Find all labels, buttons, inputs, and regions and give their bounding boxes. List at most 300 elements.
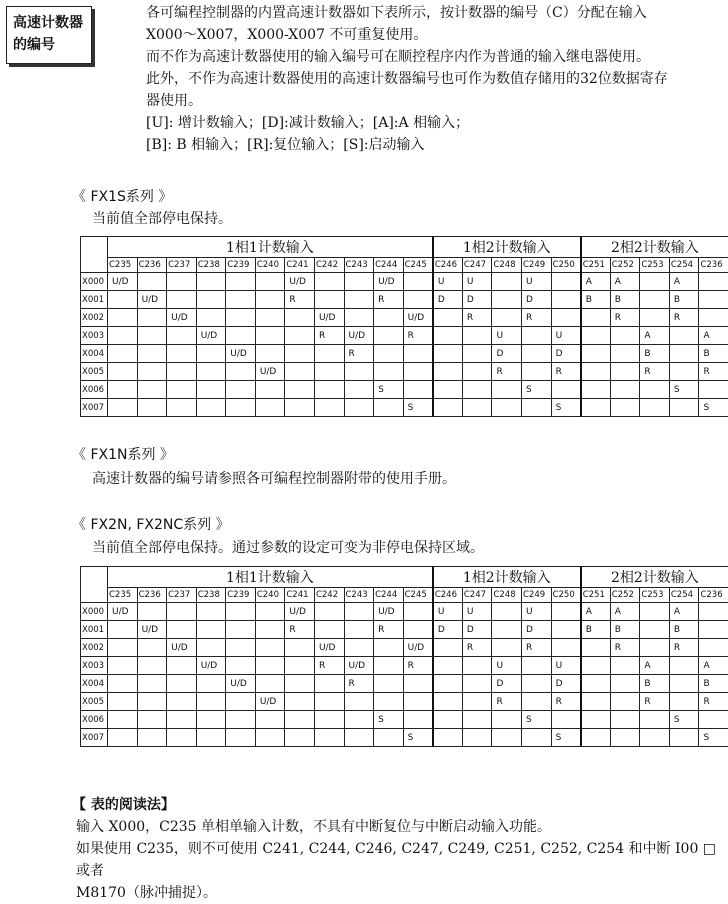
table-row	[81, 603, 728, 621]
table-cell	[492, 603, 522, 621]
table-cell	[314, 729, 344, 747]
table-cell	[314, 363, 344, 381]
intro-paragraph	[146, 2, 726, 156]
table-cell	[314, 273, 344, 291]
table-row	[81, 363, 728, 381]
table-cell	[551, 273, 581, 291]
table-cell	[581, 381, 611, 399]
table-cell	[314, 291, 344, 309]
input-label: X007	[81, 399, 108, 417]
table-cell: S	[403, 399, 433, 417]
table-cell	[285, 711, 315, 729]
table-cell	[255, 345, 285, 363]
group-header: 2相2计数输入	[581, 567, 728, 588]
table-cell: U/D	[285, 273, 315, 291]
table-cell	[610, 675, 640, 693]
table-cell: S	[522, 711, 552, 729]
table-cell	[167, 273, 197, 291]
table-cell	[137, 399, 167, 417]
table-cell: U/D	[374, 273, 404, 291]
intro-line: 器使用。	[146, 90, 726, 112]
table-cell	[314, 345, 344, 363]
table-cell	[462, 345, 492, 363]
table-cell: R	[640, 363, 670, 381]
table-cell	[167, 711, 197, 729]
table-cell	[137, 729, 167, 747]
table-cell: B	[610, 621, 640, 639]
table-cell	[137, 639, 167, 657]
table-cell	[108, 309, 138, 327]
table-cell	[196, 693, 226, 711]
table-cell	[285, 657, 315, 675]
table-cell: A	[610, 273, 640, 291]
table-cell: A	[699, 657, 728, 675]
table-cell	[610, 399, 640, 417]
table-cell: U	[433, 273, 463, 291]
table-cell	[551, 381, 581, 399]
table-cell	[108, 711, 138, 729]
table-cell: D	[551, 345, 581, 363]
counter-header: C247	[462, 588, 492, 603]
table-cell: U/D	[403, 639, 433, 657]
legend-line: [B]: B 相输入；[R]:复位输入；[S]:启动输入	[146, 134, 726, 156]
table-cell: D	[551, 675, 581, 693]
section-label-line2: 的编号	[13, 34, 85, 56]
table-cell	[610, 711, 640, 729]
input-label: X006	[81, 381, 108, 399]
table-cell	[226, 291, 256, 309]
table-cell: R	[551, 363, 581, 381]
table-cell	[462, 729, 492, 747]
intro-line: 而不作为高速计数器使用的输入编号可在顺控程序内作为普通的输入继电器使用。	[146, 46, 726, 68]
table-cell	[433, 345, 463, 363]
table-cell	[344, 309, 374, 327]
table-cell	[403, 711, 433, 729]
table-cell	[403, 621, 433, 639]
counter-header: C250	[551, 258, 581, 273]
table-cell: U	[462, 273, 492, 291]
table-cell	[403, 675, 433, 693]
group-header: 1相2计数输入	[433, 237, 581, 258]
table-cell	[226, 657, 256, 675]
table-cell: R	[462, 639, 492, 657]
table-cell	[285, 345, 315, 363]
table-cell	[522, 345, 552, 363]
table-cell: R	[669, 309, 699, 327]
table-cell: S	[374, 381, 404, 399]
table-cell	[137, 381, 167, 399]
table-cell	[492, 621, 522, 639]
table-cell	[314, 621, 344, 639]
table-cell	[285, 327, 315, 345]
table-cell	[640, 639, 670, 657]
table-cell	[344, 363, 374, 381]
table-cell	[226, 309, 256, 327]
table-cell	[492, 729, 522, 747]
table-cell	[226, 363, 256, 381]
legend-line: [U]: 增计数输入；[D]:减计数输入；[A]:A 相输入；	[146, 112, 726, 134]
table-cell: A	[699, 327, 728, 345]
table-cell	[699, 711, 728, 729]
table-cell	[581, 309, 611, 327]
table-row	[81, 693, 728, 711]
table-cell	[137, 711, 167, 729]
table-cell	[167, 291, 197, 309]
table-cell: R	[374, 291, 404, 309]
table-cell	[137, 693, 167, 711]
table-cell	[669, 363, 699, 381]
table-cell	[344, 603, 374, 621]
intro-line: 此外，不作为高速计数器使用的高速计数器编号也可作为数值存储用的32位数据寄存	[146, 68, 726, 90]
table-cell	[462, 399, 492, 417]
input-label: X007	[81, 729, 108, 747]
table-cell: B	[640, 345, 670, 363]
section-label-line1: 高速计数器	[13, 12, 85, 34]
table-cell	[167, 657, 197, 675]
table-cell: D	[433, 291, 463, 309]
table-cell: U	[492, 327, 522, 345]
table-cell: R	[669, 639, 699, 657]
table-row	[81, 729, 728, 747]
table-cell	[226, 711, 256, 729]
table-cell	[433, 639, 463, 657]
table-cell	[108, 381, 138, 399]
counter-header: C245	[403, 258, 433, 273]
table-cell: U	[462, 603, 492, 621]
table-cell	[137, 363, 167, 381]
table-row	[81, 711, 728, 729]
group-header: 2相2计数输入	[581, 237, 728, 258]
table-cell	[167, 693, 197, 711]
table-cell	[640, 381, 670, 399]
table-cell	[403, 363, 433, 381]
counter-header: C245	[403, 588, 433, 603]
table-cell	[433, 381, 463, 399]
table-cell	[374, 345, 404, 363]
table-cell	[137, 603, 167, 621]
table-cell: U	[492, 657, 522, 675]
table-row	[81, 273, 728, 291]
table-row	[81, 381, 728, 399]
table-cell: D	[462, 291, 492, 309]
table-cell	[196, 603, 226, 621]
table-cell	[462, 711, 492, 729]
table-cell	[226, 327, 256, 345]
table-cell: R	[462, 309, 492, 327]
counter-header: C236	[699, 258, 728, 273]
table-cell	[403, 603, 433, 621]
table-cell: R	[610, 639, 640, 657]
input-label: X005	[81, 363, 108, 381]
table-cell	[374, 363, 404, 381]
fx2n-note: 当前值全部停电保持。通过参数的设定可变为非停电保持区域。	[92, 537, 484, 557]
table-corner	[81, 237, 108, 258]
table-cell	[610, 381, 640, 399]
counter-header: C239	[226, 258, 256, 273]
table-cell	[492, 399, 522, 417]
table-cell	[374, 399, 404, 417]
table-cell	[433, 729, 463, 747]
table-cell: R	[374, 621, 404, 639]
table-cell: S	[669, 711, 699, 729]
table-row	[81, 327, 728, 345]
table-cell: R	[344, 675, 374, 693]
table-cell: U	[433, 603, 463, 621]
table-cell	[137, 675, 167, 693]
table-cell: D	[522, 621, 552, 639]
input-label: X003	[81, 657, 108, 675]
table-cell	[196, 381, 226, 399]
table-cell	[462, 693, 492, 711]
table-cell: B	[581, 291, 611, 309]
table-cell	[551, 603, 581, 621]
table-cell	[167, 675, 197, 693]
table-cell: D	[492, 675, 522, 693]
table-cell: R	[403, 657, 433, 675]
table-cell: D	[522, 291, 552, 309]
counter-header: C236	[699, 588, 728, 603]
table-cell	[196, 621, 226, 639]
input-label: X004	[81, 675, 108, 693]
section-label-box	[6, 6, 92, 64]
table-cell: B	[669, 291, 699, 309]
table-cell	[522, 399, 552, 417]
table-cell	[433, 399, 463, 417]
table-cell	[314, 711, 344, 729]
table-cell	[314, 399, 344, 417]
table-cell: U/D	[196, 327, 226, 345]
table-cell: U/D	[314, 639, 344, 657]
table-cell: U	[522, 273, 552, 291]
table-cell	[344, 381, 374, 399]
table-cell	[699, 603, 728, 621]
table-cell	[344, 693, 374, 711]
table-cell	[581, 363, 611, 381]
table-cell: R	[403, 327, 433, 345]
table-cell	[226, 603, 256, 621]
table-cell	[462, 363, 492, 381]
table-cell	[314, 675, 344, 693]
table-cell: R	[522, 309, 552, 327]
fx2n-series-title: 《 FX2N, FX2NC系列 》	[72, 514, 230, 534]
table-cell: R	[314, 657, 344, 675]
table-cell: B	[581, 621, 611, 639]
table-cell	[196, 291, 226, 309]
table-cell	[344, 273, 374, 291]
counter-header: C246	[433, 258, 463, 273]
table-cell	[137, 345, 167, 363]
table-cell	[403, 381, 433, 399]
counter-header: C242	[314, 258, 344, 273]
table-cell	[226, 273, 256, 291]
table-cell: B	[669, 621, 699, 639]
counter-header: C254	[669, 588, 699, 603]
table-cell: B	[699, 675, 728, 693]
table-cell	[314, 381, 344, 399]
table-cell	[374, 657, 404, 675]
counter-header: C240	[255, 588, 285, 603]
table-cell: U	[551, 327, 581, 345]
table-cell	[255, 603, 285, 621]
table-cell: A	[581, 273, 611, 291]
table-cell: U/D	[167, 639, 197, 657]
table-cell	[255, 657, 285, 675]
table-cell	[255, 675, 285, 693]
counter-header: C253	[640, 588, 670, 603]
counter-header: C241	[285, 588, 315, 603]
table-cell	[640, 309, 670, 327]
counter-header: C244	[374, 588, 404, 603]
table-cell: U/D	[255, 693, 285, 711]
table-cell	[433, 309, 463, 327]
table-cell	[196, 711, 226, 729]
table-row	[81, 399, 728, 417]
table-cell: A	[640, 327, 670, 345]
table-cell	[522, 693, 552, 711]
table-cell	[462, 381, 492, 399]
table-cell	[699, 309, 728, 327]
input-label: X005	[81, 693, 108, 711]
table-cell	[581, 639, 611, 657]
counter-header: C239	[226, 588, 256, 603]
table-cell: A	[610, 603, 640, 621]
table-cell: U/D	[196, 657, 226, 675]
table-cell	[669, 345, 699, 363]
table-cell	[226, 693, 256, 711]
table-cell	[492, 639, 522, 657]
table-cell	[522, 657, 552, 675]
table-cell	[581, 729, 611, 747]
table-cell	[581, 399, 611, 417]
table-cell	[640, 273, 670, 291]
counter-header: C241	[285, 258, 315, 273]
table-cell	[344, 711, 374, 729]
counter-header: C248	[492, 588, 522, 603]
table-cell	[492, 711, 522, 729]
group-header: 1相1计数输入	[108, 567, 433, 588]
table-cell	[462, 657, 492, 675]
table-cell	[610, 693, 640, 711]
counter-header: C249	[522, 258, 552, 273]
table-cell	[522, 327, 552, 345]
table-cell	[226, 729, 256, 747]
table-cell: U/D	[344, 657, 374, 675]
table-cell	[255, 621, 285, 639]
table-cell	[255, 381, 285, 399]
table-cell	[374, 693, 404, 711]
table-cell	[196, 363, 226, 381]
table-corner	[81, 567, 108, 588]
table-cell	[374, 639, 404, 657]
table-cell	[255, 711, 285, 729]
counter-header: C247	[462, 258, 492, 273]
table-cell: S	[699, 399, 728, 417]
table-cell: A	[581, 603, 611, 621]
table-cell	[108, 399, 138, 417]
table-cell: R	[314, 327, 344, 345]
table-cell	[374, 675, 404, 693]
table-cell	[344, 729, 374, 747]
table-cell	[196, 675, 226, 693]
table-cell	[108, 291, 138, 309]
table-cell	[581, 327, 611, 345]
counter-header: C251	[581, 258, 611, 273]
table-cell	[344, 621, 374, 639]
fx1s-counter-table	[80, 236, 728, 417]
table-cell	[433, 363, 463, 381]
counter-header: C252	[610, 588, 640, 603]
table-cell	[167, 381, 197, 399]
table-cell	[255, 639, 285, 657]
table-row	[81, 345, 728, 363]
table-cell	[640, 621, 670, 639]
input-label: X000	[81, 273, 108, 291]
counter-header: C240	[255, 258, 285, 273]
counter-header: C243	[344, 258, 374, 273]
table-cell: D	[492, 345, 522, 363]
table-cell	[581, 345, 611, 363]
table-cell	[226, 621, 256, 639]
table-cell	[137, 309, 167, 327]
table-cell	[344, 639, 374, 657]
table-cell	[196, 309, 226, 327]
table-cell	[522, 675, 552, 693]
table-cell: R	[492, 693, 522, 711]
table-cell: R	[699, 363, 728, 381]
counter-header: C235	[108, 258, 138, 273]
table-cell	[255, 291, 285, 309]
table-cell: U	[522, 603, 552, 621]
table-cell: R	[551, 693, 581, 711]
table-cell	[551, 621, 581, 639]
table-cell: U/D	[108, 273, 138, 291]
table-cell: U/D	[374, 603, 404, 621]
table-cell	[669, 327, 699, 345]
input-label: X001	[81, 291, 108, 309]
table-cell	[285, 399, 315, 417]
table-cell: U/D	[344, 327, 374, 345]
table-cell: U	[551, 657, 581, 675]
input-label: X001	[81, 621, 108, 639]
counter-header: C237	[167, 258, 197, 273]
table-cell	[551, 639, 581, 657]
table-cell	[492, 291, 522, 309]
table-cell	[285, 381, 315, 399]
table-cell	[255, 309, 285, 327]
table-cell	[226, 399, 256, 417]
table-cell: U/D	[403, 309, 433, 327]
table-cell	[433, 693, 463, 711]
table-cell	[196, 273, 226, 291]
table-cell	[108, 693, 138, 711]
table-cell	[108, 729, 138, 747]
reading-guide-body	[76, 816, 726, 904]
counter-header: C243	[344, 588, 374, 603]
table-cell	[699, 621, 728, 639]
table-cell: R	[285, 291, 315, 309]
table-cell	[167, 345, 197, 363]
table-cell	[640, 399, 670, 417]
table-cell	[137, 327, 167, 345]
table-cell	[196, 399, 226, 417]
table-cell: D	[433, 621, 463, 639]
table-cell	[108, 345, 138, 363]
table-cell	[610, 345, 640, 363]
table-cell	[581, 711, 611, 729]
table-cell	[167, 603, 197, 621]
counter-header: C244	[374, 258, 404, 273]
intro-line: X000～X007，X000-X007 不可重复使用。	[146, 24, 726, 46]
